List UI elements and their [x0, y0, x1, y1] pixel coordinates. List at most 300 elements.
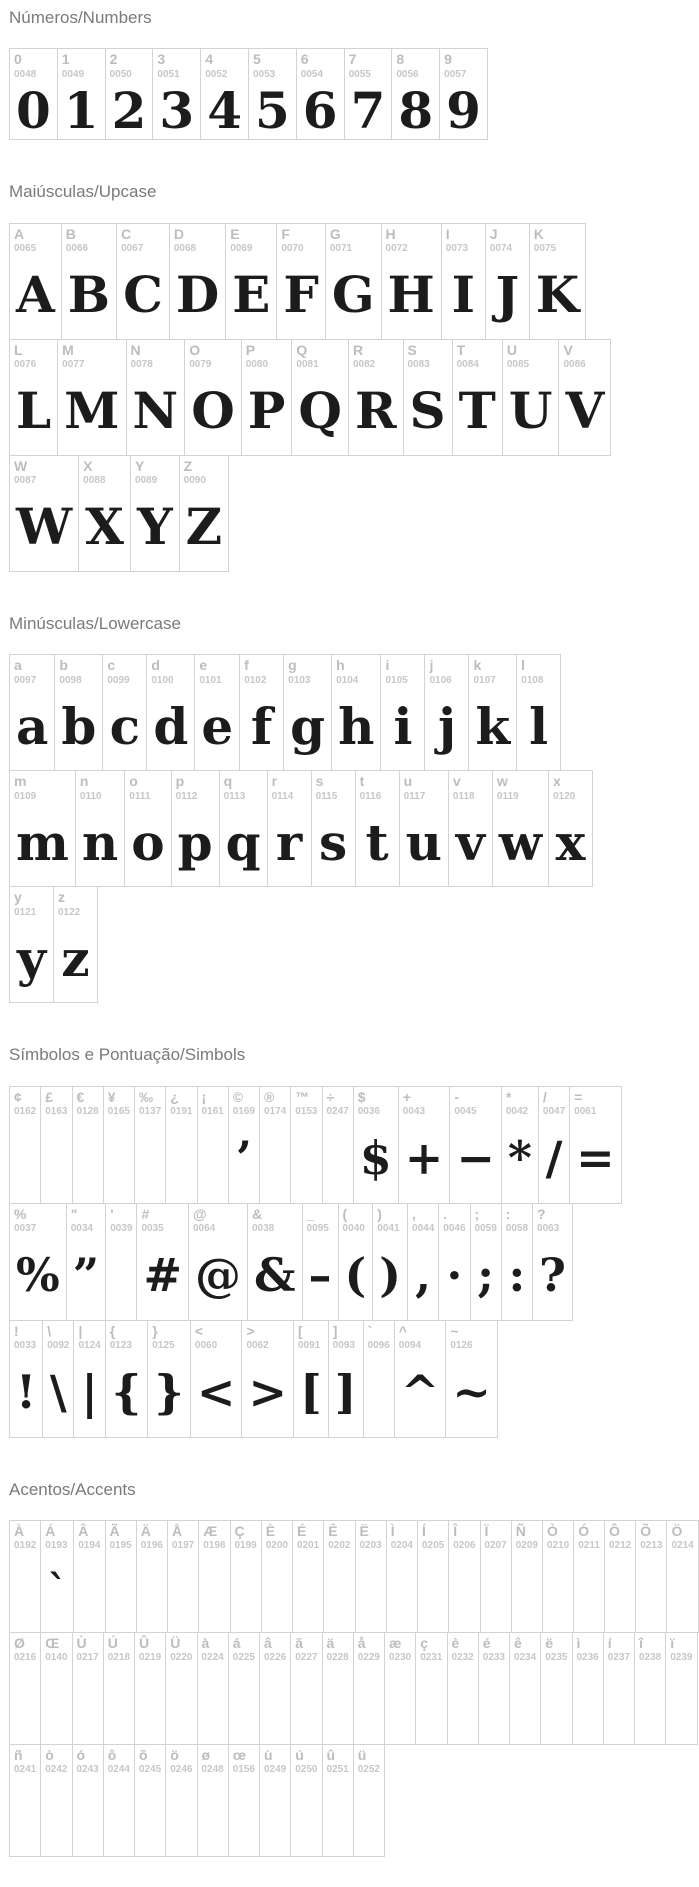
char-cell-0236 — [572, 1632, 604, 1745]
char-cell-0207 — [480, 1520, 512, 1633]
cell-glyph — [391, 1552, 413, 1628]
cell-unicode-code: 0060 — [194, 1339, 218, 1351]
cell-char-label: è — [451, 1634, 460, 1651]
char-row — [9, 1320, 497, 1438]
cell-char-label: ¥ — [107, 1088, 116, 1105]
cell-unicode-code: 0048 — [14, 68, 37, 80]
cell-glyph: @ — [194, 1248, 241, 1303]
cell-glyph — [14, 1552, 36, 1628]
section-title-symbols: Símbolos e Pontuação/Simbols — [9, 1045, 246, 1065]
cell-glyph: 8 — [398, 80, 434, 140]
cell-glyph: – — [308, 1248, 332, 1303]
cell-glyph: Z — [185, 497, 223, 557]
cell-char-label: ä — [326, 1634, 335, 1651]
char-cell-0067 — [116, 223, 170, 340]
cell-char-label: 5 — [252, 51, 261, 68]
char-cell-0247 — [322, 1086, 354, 1204]
cell-char-label: Y — [134, 457, 145, 474]
cell-glyph: a — [16, 696, 49, 756]
section-title-numbers: Números/Numbers — [9, 8, 152, 27]
char-cell-0052 — [200, 48, 249, 140]
cell-glyph: 0 — [16, 80, 51, 140]
char-cell-0203 — [355, 1520, 387, 1633]
char-cell-0202 — [323, 1520, 355, 1633]
cell-unicode-code: 0095 — [306, 1222, 329, 1234]
char-cell-0192 — [9, 1520, 41, 1633]
cell-char-label: f — [244, 657, 249, 674]
char-row — [9, 770, 592, 887]
cell-unicode-code: 0044 — [412, 1222, 435, 1234]
char-cell-0058 — [501, 1203, 533, 1321]
cell-unicode-code: 0241 — [14, 1764, 37, 1776]
char-cell-0081 — [291, 339, 349, 456]
cell-char-label: , — [412, 1205, 416, 1222]
char-cell-0244 — [103, 1744, 135, 1857]
cell-glyph — [108, 1664, 130, 1740]
char-cell-0204 — [386, 1520, 418, 1633]
char-cell-0140 — [40, 1632, 72, 1745]
cell-char-label: K — [533, 225, 544, 242]
section-numbers — [9, 8, 661, 140]
cell-char-label: l — [521, 657, 526, 674]
cell-char-label: / — [542, 1088, 547, 1105]
cell-char-label: & — [251, 1205, 263, 1222]
char-cell-0194 — [73, 1520, 105, 1633]
cell-unicode-code: 0228 — [326, 1652, 349, 1664]
cell-char-label: Œ — [45, 1634, 60, 1651]
cell-char-label: Ï — [484, 1522, 489, 1539]
cell-char-label: £ — [45, 1088, 54, 1105]
cell-char-label: - — [454, 1088, 459, 1105]
cell-char-label: " — [70, 1205, 78, 1222]
cell-glyph: ’ — [235, 1131, 252, 1186]
cell-glyph — [358, 1664, 380, 1740]
cell-unicode-code: 0103 — [288, 674, 311, 686]
cell-char-label: Â — [78, 1522, 89, 1539]
cell-unicode-code: 0118 — [452, 790, 475, 802]
cell-glyph — [389, 1664, 411, 1740]
cell-glyph — [139, 1118, 161, 1199]
cell-glyph: [ — [299, 1365, 322, 1420]
cell-char-label: Û — [139, 1634, 150, 1651]
cell-unicode-code: 0174 — [264, 1105, 287, 1117]
cell-unicode-code: 0104 — [336, 674, 359, 686]
cell-glyph: C — [123, 265, 163, 325]
cell-char-label: o — [129, 773, 138, 790]
cell-unicode-code: 0062 — [246, 1339, 269, 1351]
cell-glyph: \ — [49, 1365, 67, 1420]
cell-char-label: } — [152, 1322, 158, 1339]
cell-glyph: A — [16, 265, 55, 325]
cell-char-label: é — [482, 1634, 491, 1651]
cell-unicode-code: 0117 — [403, 790, 426, 802]
char-cell-0099 — [102, 654, 147, 771]
cell-glyph: U — [508, 381, 553, 441]
cell-unicode-code: 0058 — [505, 1222, 529, 1234]
cell-char-label: À — [14, 1522, 25, 1539]
cell-glyph: 5 — [254, 80, 290, 140]
cell-char-label: ¿ — [170, 1088, 179, 1105]
char-cell-0036 — [353, 1086, 399, 1204]
char-cell-0095 — [302, 1203, 339, 1321]
cell-glyph — [577, 1664, 599, 1740]
char-cell-0066 — [61, 223, 117, 340]
cell-unicode-code: 0053 — [252, 68, 276, 80]
char-cell-0097 — [9, 654, 55, 771]
cell-char-label: Ô — [608, 1522, 620, 1539]
cell-glyph: D — [175, 265, 220, 325]
cell-char-label: _ — [306, 1205, 315, 1222]
char-cell-0061 — [569, 1086, 622, 1204]
cell-glyph: % — [16, 1248, 60, 1303]
char-cell-0089 — [130, 455, 180, 572]
cell-unicode-code: 0233 — [482, 1652, 505, 1664]
cell-glyph: v — [455, 812, 485, 872]
cell-unicode-code: 0199 — [234, 1540, 257, 1552]
cell-glyph — [420, 1664, 442, 1740]
cell-unicode-code: 0242 — [45, 1764, 68, 1776]
cell-char-label: P — [245, 341, 256, 358]
char-cell-0198 — [198, 1520, 230, 1633]
cell-unicode-code: 0037 — [14, 1222, 37, 1234]
cell-char-label: ë — [545, 1634, 554, 1651]
cell-glyph: P — [247, 381, 286, 441]
cell-unicode-code: 0091 — [297, 1339, 321, 1351]
cell-char-label: w — [496, 773, 508, 790]
cell-glyph — [45, 1776, 67, 1852]
cell-glyph: ! — [16, 1365, 37, 1420]
cell-glyph — [452, 1664, 474, 1740]
cell-char-label: < — [194, 1322, 204, 1339]
cell-glyph — [77, 1118, 99, 1199]
cell-glyph — [139, 1776, 161, 1852]
char-cell-0051 — [152, 48, 201, 140]
cell-glyph — [360, 1552, 382, 1628]
char-cell-0077 — [57, 339, 126, 456]
cell-unicode-code: 0220 — [170, 1652, 193, 1664]
char-cell-0196 — [136, 1520, 168, 1633]
cell-glyph: 9 — [446, 80, 481, 140]
cell-char-label: ø — [201, 1746, 211, 1763]
char-cell-0251 — [322, 1744, 354, 1857]
cell-char-label: A — [14, 225, 25, 242]
cell-glyph: R — [354, 381, 397, 441]
cell-unicode-code: 0204 — [390, 1540, 413, 1552]
cell-char-label: I — [445, 225, 450, 242]
cell-glyph — [608, 1664, 630, 1740]
char-cell-0070 — [276, 223, 326, 340]
cell-char-label: E — [230, 225, 240, 242]
cell-glyph: 4 — [207, 80, 242, 140]
cell-unicode-code: 0090 — [183, 475, 206, 487]
char-cell-0107 — [468, 654, 517, 771]
cell-unicode-code: 0097 — [14, 674, 37, 686]
cell-glyph: > — [248, 1365, 287, 1420]
char-cell-0055 — [344, 48, 393, 140]
cell-char-label: ? — [537, 1205, 546, 1222]
cell-unicode-code: 0122 — [58, 906, 81, 918]
char-cell-0193 — [40, 1520, 74, 1633]
cell-char-label: ì — [576, 1634, 581, 1651]
cell-glyph — [327, 1776, 349, 1852]
cell-unicode-code: 0207 — [484, 1540, 507, 1552]
cell-unicode-code: 0063 — [537, 1222, 560, 1234]
cell-glyph: < — [196, 1365, 236, 1420]
cell-glyph: I — [451, 265, 475, 325]
cell-glyph: # — [143, 1248, 182, 1303]
cell-glyph — [266, 1552, 288, 1628]
cell-char-label: O — [189, 341, 201, 358]
cell-char-label: ñ — [14, 1746, 23, 1763]
section-title-uppercase: Maiúsculas/Upcase — [9, 182, 157, 202]
cell-glyph: z — [61, 928, 90, 988]
char-cell-0092 — [42, 1320, 74, 1438]
cell-glyph: f — [250, 696, 273, 756]
cell-unicode-code: 0234 — [514, 1652, 537, 1664]
cell-glyph: W — [16, 497, 73, 557]
char-cell-0227 — [290, 1632, 322, 1745]
cell-glyph — [77, 1776, 99, 1852]
cell-glyph: m — [16, 812, 69, 872]
cell-glyph — [14, 1776, 36, 1852]
cell-unicode-code: 0218 — [107, 1652, 130, 1664]
cell-glyph — [639, 1664, 661, 1740]
char-cell-0201 — [292, 1520, 324, 1633]
cell-unicode-code: 0230 — [389, 1652, 412, 1664]
char-row — [9, 1086, 621, 1204]
char-cell-0121 — [9, 886, 54, 1003]
cell-glyph: b — [61, 696, 97, 756]
char-cell-0094 — [394, 1320, 447, 1438]
char-cell-0233 — [478, 1632, 510, 1745]
char-cell-0122 — [53, 886, 98, 1003]
char-cell-0060 — [190, 1320, 243, 1438]
cell-glyph — [295, 1776, 317, 1852]
cell-unicode-code: 0153 — [295, 1105, 318, 1117]
cell-unicode-code: 0247 — [326, 1105, 349, 1117]
cell-char-label: p — [175, 773, 185, 790]
cell-glyph: x — [555, 812, 586, 872]
char-cell-0039 — [105, 1203, 137, 1321]
cell-char-label: 4 — [205, 51, 213, 68]
char-cell-0098 — [54, 654, 103, 771]
cell-char-label: N — [130, 341, 141, 358]
char-cell-0103 — [283, 654, 332, 771]
cell-char-label: B — [65, 225, 76, 242]
cell-unicode-code: 0245 — [139, 1764, 162, 1776]
cell-unicode-code: 0110 — [79, 790, 102, 802]
cell-char-label: ö — [170, 1746, 179, 1763]
char-cell-0088 — [78, 455, 131, 572]
cell-glyph — [422, 1552, 444, 1628]
cell-glyph: u — [405, 812, 442, 872]
cell-unicode-code: 0137 — [139, 1105, 162, 1117]
cell-unicode-code: 0067 — [121, 243, 144, 255]
cell-char-label: ‰ — [139, 1088, 153, 1105]
cell-char-label: Ó — [578, 1522, 590, 1539]
char-cell-0048 — [9, 48, 58, 140]
cell-glyph: ; — [477, 1248, 495, 1303]
char-cell-0054 — [296, 48, 345, 140]
cell-char-label: € — [76, 1088, 85, 1105]
char-cell-0047 — [538, 1086, 570, 1204]
cell-char-label: * — [505, 1088, 512, 1105]
cell-glyph — [235, 1552, 257, 1628]
cell-glyph: p — [177, 812, 213, 872]
cell-unicode-code: 0244 — [107, 1764, 130, 1776]
cell-unicode-code: 0093 — [332, 1339, 355, 1351]
cell-char-label: n — [79, 773, 89, 790]
cell-glyph — [328, 1552, 350, 1628]
cell-glyph: ? — [539, 1248, 566, 1303]
cell-char-label: b — [59, 657, 68, 674]
cell-glyph: G — [331, 265, 375, 325]
cell-unicode-code: 0162 — [14, 1105, 37, 1117]
cell-glyph — [547, 1552, 569, 1628]
cell-glyph — [110, 1235, 132, 1316]
cell-char-label: R — [352, 341, 364, 358]
cell-unicode-code: 0206 — [453, 1540, 476, 1552]
cell-unicode-code: 0050 — [109, 68, 132, 80]
cell-unicode-code: 0064 — [192, 1222, 216, 1234]
char-cell-0234 — [509, 1632, 541, 1745]
cell-char-label: É — [297, 1522, 307, 1539]
section-title-accents: Acentos/Accents — [9, 1479, 136, 1499]
cell-unicode-code: 0214 — [671, 1540, 694, 1552]
cell-glyph: V — [565, 381, 605, 441]
cell-glyph — [45, 1664, 67, 1740]
cell-glyph — [516, 1552, 538, 1628]
cell-unicode-code: 0198 — [203, 1540, 226, 1552]
char-cell-0091 — [293, 1320, 329, 1438]
cell-char-label: õ — [139, 1746, 148, 1763]
cell-unicode-code: 0212 — [608, 1540, 632, 1552]
cell-char-label: ® — [264, 1088, 275, 1105]
cell-glyph — [358, 1776, 380, 1852]
cell-char-label: ù — [264, 1746, 273, 1763]
cell-glyph: ( — [344, 1248, 367, 1303]
cell-char-label: ' — [110, 1205, 114, 1222]
char-cell-0109 — [9, 770, 76, 887]
cell-unicode-code: 0081 — [296, 359, 319, 371]
char-cell-0213 — [635, 1520, 667, 1633]
cell-char-label: È — [265, 1522, 276, 1539]
cell-glyph: h — [338, 696, 375, 756]
cell-glyph — [141, 1552, 163, 1628]
char-cell-0064 — [188, 1203, 248, 1321]
cell-char-label: ; — [474, 1205, 480, 1222]
cell-char-label: â — [264, 1634, 272, 1651]
cell-unicode-code: 0203 — [359, 1540, 382, 1552]
char-cell-0163 — [40, 1086, 72, 1204]
cell-unicode-code: 0140 — [45, 1652, 68, 1664]
char-cell-0110 — [75, 770, 125, 887]
cell-char-label: e — [199, 657, 208, 674]
cell-unicode-code: 0232 — [451, 1652, 474, 1664]
cell-char-label: g — [288, 657, 297, 674]
char-cell-0248 — [197, 1744, 229, 1857]
char-cell-0100 — [146, 654, 195, 771]
cell-glyph: J — [495, 265, 520, 325]
cell-glyph — [671, 1552, 693, 1628]
cell-unicode-code: 0106 — [429, 674, 452, 686]
cell-unicode-code: 0084 — [456, 359, 479, 371]
char-cell-0059 — [470, 1203, 502, 1321]
char-cell-0108 — [516, 654, 561, 771]
cell-unicode-code: 0040 — [342, 1222, 365, 1234]
char-cell-0250 — [290, 1744, 322, 1857]
cell-char-label: Î — [453, 1522, 458, 1539]
cell-char-label: D — [173, 225, 184, 242]
cell-glyph: · — [446, 1248, 463, 1303]
cell-unicode-code: 0114 — [271, 790, 294, 802]
char-row — [9, 1632, 697, 1745]
char-cell-0195 — [105, 1520, 137, 1633]
char-cell-0090 — [179, 455, 230, 572]
cell-glyph: y — [16, 928, 47, 988]
char-cell-0101 — [194, 654, 240, 771]
cell-char-label: ò — [45, 1746, 54, 1763]
cell-unicode-code: 0087 — [14, 475, 37, 487]
cell-glyph: = — [576, 1131, 615, 1186]
char-cell-0125 — [147, 1320, 191, 1438]
cell-glyph: O — [191, 381, 235, 441]
cell-char-label: [ — [297, 1322, 303, 1339]
char-cell-0041 — [372, 1203, 408, 1321]
cell-char-label: = — [574, 1088, 583, 1105]
cell-unicode-code: 0217 — [76, 1652, 99, 1664]
cell-unicode-code: 0239 — [670, 1652, 693, 1664]
cell-char-label: $ — [357, 1088, 366, 1105]
char-cell-0057 — [439, 48, 488, 140]
cell-unicode-code: 0034 — [70, 1222, 93, 1234]
cell-char-label: æ — [389, 1634, 402, 1651]
char-cell-0114 — [267, 770, 312, 887]
cell-glyph: c — [109, 696, 141, 756]
cell-glyph — [295, 1118, 317, 1199]
char-cell-0239 — [665, 1632, 697, 1745]
cell-glyph: ) — [379, 1248, 402, 1303]
cell-glyph: n — [81, 812, 119, 872]
char-cell-0116 — [355, 770, 400, 887]
cell-unicode-code: 0043 — [402, 1105, 426, 1117]
cell-char-label: v — [452, 773, 461, 790]
char-cell-0044 — [407, 1203, 439, 1321]
cell-glyph: K — [535, 265, 580, 325]
cell-glyph — [264, 1664, 286, 1740]
char-cell-0076 — [9, 339, 58, 456]
cell-char-label: x — [552, 773, 561, 790]
cell-glyph: t — [365, 812, 389, 872]
cell-glyph: B — [67, 265, 111, 325]
cell-glyph: r — [275, 812, 303, 872]
cell-char-label: © — [232, 1088, 244, 1105]
cell-char-label: ã — [295, 1634, 304, 1651]
cell-unicode-code: 0156 — [232, 1764, 255, 1776]
char-cell-0245 — [134, 1744, 166, 1857]
cell-glyph — [233, 1776, 255, 1852]
char-cell-0084 — [452, 339, 503, 456]
cell-char-label: : — [505, 1205, 511, 1222]
cell-unicode-code: 0061 — [574, 1105, 597, 1117]
cell-glyph: 2 — [111, 80, 147, 140]
char-cell-0229 — [353, 1632, 385, 1745]
char-cell-0074 — [485, 223, 530, 340]
char-cell-0211 — [573, 1520, 605, 1633]
cell-unicode-code: 0072 — [385, 243, 408, 255]
cell-unicode-code: 0042 — [505, 1105, 529, 1117]
cell-unicode-code: 0074 — [489, 243, 513, 255]
